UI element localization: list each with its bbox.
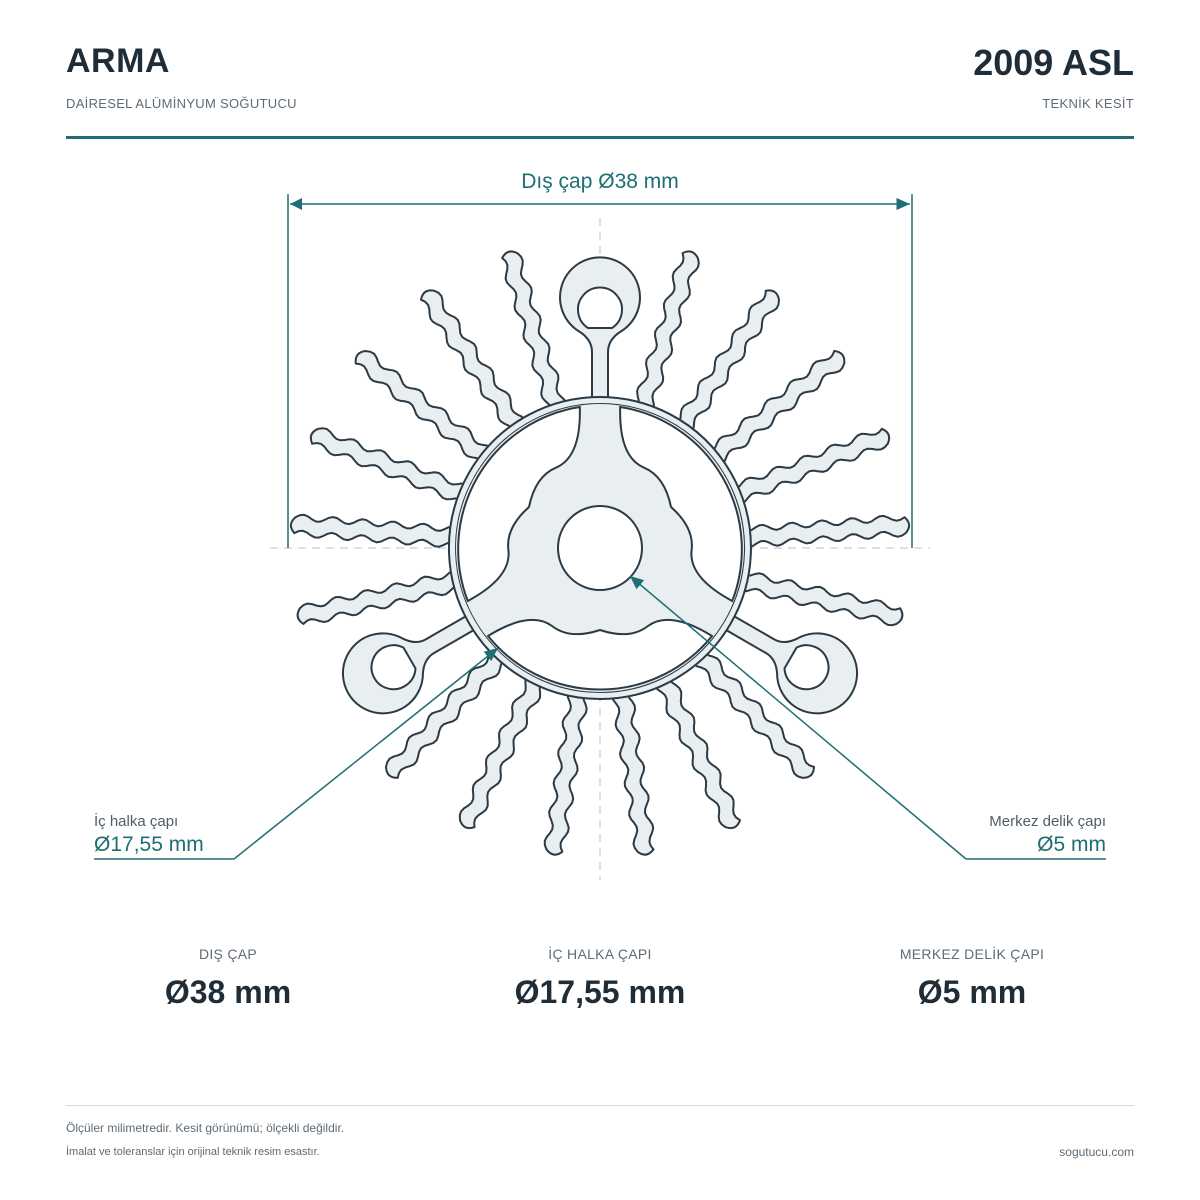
cooling-fin (727, 429, 889, 505)
footer-website: sogutucu.com (1059, 1145, 1134, 1159)
outer-diameter-label: Dış çap Ø38 mm (521, 170, 679, 193)
inner-ring-callout-title: İç halka çapı (94, 813, 179, 830)
cooling-fin (291, 515, 461, 547)
spec-outer-diameter-label: DIŞ ÇAP (198, 946, 258, 962)
cooling-fin (739, 516, 909, 547)
spec-center-hole-value: Ø5 mm (917, 974, 1027, 1010)
clip-body (560, 257, 640, 402)
mounting-clip (560, 257, 640, 402)
cooling-fin (612, 685, 653, 854)
footer-note-units: Ölçüler milimetredir. Kesit görünümü; ölçekli değildir. (66, 1121, 345, 1135)
inner-ring-callout-value: Ø17,55 mm (94, 833, 204, 856)
core-window (488, 620, 712, 690)
spec-outer-diameter-value: Ø38 mm (164, 974, 292, 1010)
center-hole-callout-value: Ø5 mm (1037, 833, 1106, 856)
cooling-fin (735, 571, 903, 625)
product-subtitle: DAİRESEL ALÜMİNYUM SOĞUTUCU (66, 96, 297, 111)
spec-outer-diameter (68, 946, 388, 1011)
spec-inner-ring (440, 946, 760, 1011)
cooling-fin (311, 428, 473, 504)
center-hole-callout-title: Merkez delik çapı (989, 813, 1106, 830)
brand-title: ARMA (66, 42, 170, 80)
clip-opening (578, 288, 622, 328)
spec-center-hole-label: MERKEZ DELİK ÇAPI (899, 946, 1045, 962)
cooling-fin (502, 251, 566, 416)
cooling-fin (298, 571, 466, 624)
cooling-fin (545, 685, 587, 854)
view-label: TEKNİK KESİT (1042, 96, 1134, 111)
spec-inner-ring-label: İÇ HALKA ÇAPI (548, 946, 652, 962)
spec-center-hole (812, 946, 1132, 1011)
footer-note-tolerance: İmalat ve toleranslar için orijinal teknik resim esastır. (66, 1146, 320, 1158)
footer-divider (66, 1105, 1134, 1106)
center-bore (558, 506, 642, 590)
cooling-fin (634, 251, 699, 416)
cooling-fin (654, 671, 741, 828)
model-code: 2009 ASL (973, 42, 1134, 83)
spec-inner-ring-value: Ø17,55 mm (514, 974, 686, 1010)
